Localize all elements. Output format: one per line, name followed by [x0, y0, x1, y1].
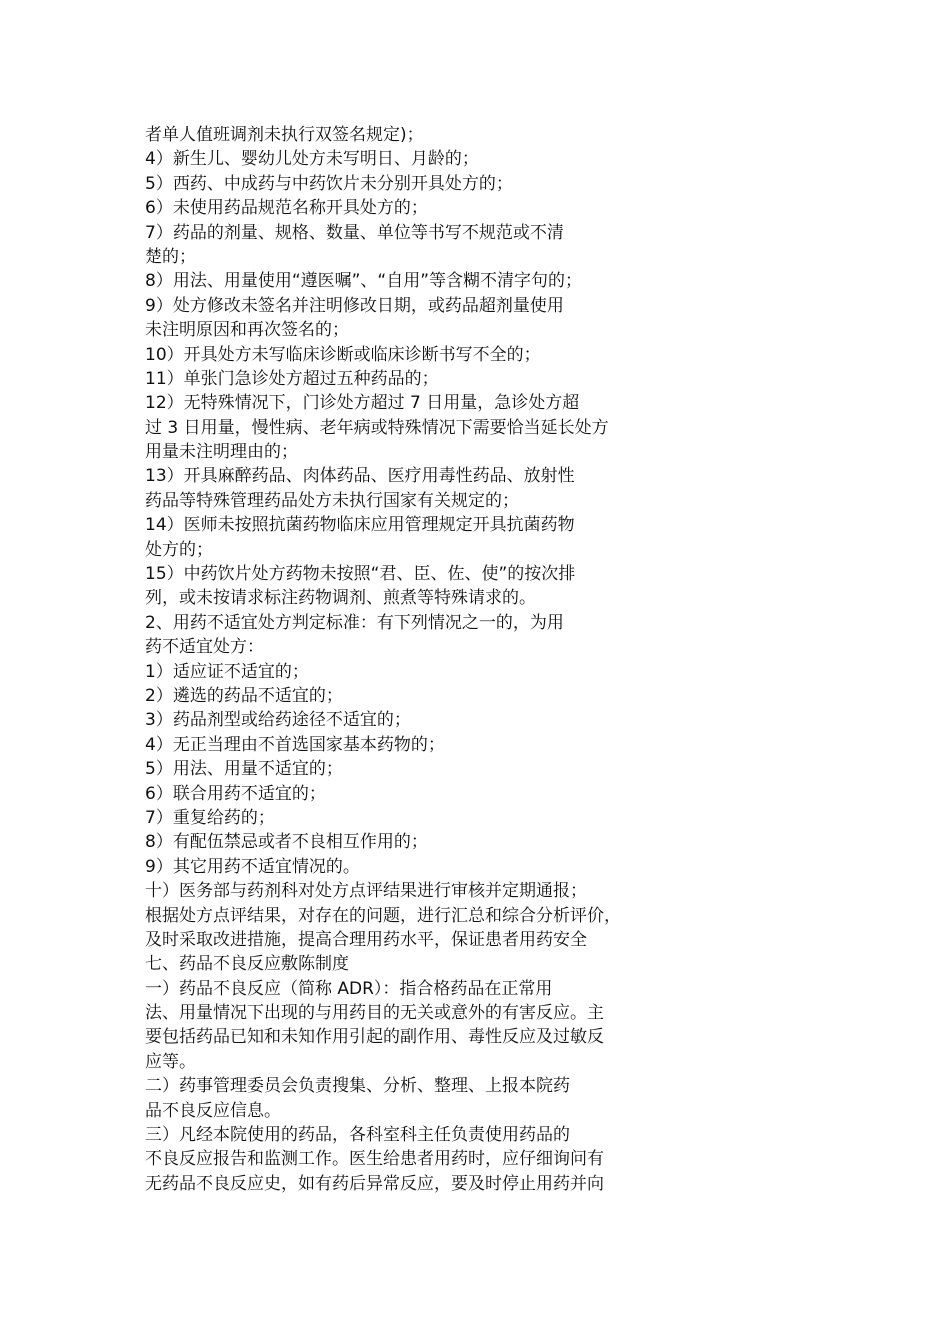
- text-line: 处方的；: [145, 539, 213, 560]
- text-line: 15）中药饮片处方药物未按照“君、臣、佐、使”的按次排: [145, 564, 576, 585]
- text-line: 3）药品剂型或给药途径不适宜的；: [145, 710, 411, 731]
- text-line: 10）开具处方未写临床诊断或临床诊断书写不全的；: [145, 344, 541, 365]
- text-line: 14）医师未按照抗菌药物临床应用管理规定开具抗菌药物: [145, 515, 575, 536]
- text-line: 药品等特殊管理药品处方未执行国家有关规定的；: [145, 490, 519, 511]
- text-line: 4）新生儿、婴幼儿处方未写明日、月龄的；: [145, 149, 479, 170]
- text-line: 十）医务部与药剂科对处方点评结果进行审核并定期通报；: [145, 881, 587, 902]
- text-line: 药不适宜处方：: [145, 637, 264, 658]
- text-line: 8）有配伍禁忌或者不良相互作用的；: [145, 832, 428, 853]
- text-line: 七、药品不良反应敷陈制度: [145, 954, 349, 975]
- text-line: 者单人值班调剂未执行双签名规定)；: [145, 125, 424, 145]
- text-line: 过 3 日用量，慢性病、老年病或特殊情况下需要恰当延长处方: [145, 417, 609, 438]
- text-line: 9）处方修改未签名并注明修改日期，或药品超剂量使用: [145, 295, 564, 316]
- text-line: 用量未注明理由的；: [145, 442, 298, 463]
- text-line: 5）西药、中成药与中药饮片未分别开具处方的；: [145, 173, 513, 194]
- text-line: 二）药事管理委员会负责搜集、分析、整理、上报本院药: [145, 1076, 570, 1097]
- text-line: 应等。: [145, 1051, 196, 1072]
- text-line: 6）联合用药不适宜的；: [145, 783, 326, 804]
- text-line: 三）凡经本院使用的药品，各科室科主任负责使用药品的: [145, 1125, 570, 1146]
- text-line: 12）无特殊情况下，门诊处方超过 7 日用量，急诊处方超: [145, 393, 580, 414]
- text-line: 13）开具麻醉药品、肉体药品、医疗用毒性药品、放射性: [145, 466, 575, 487]
- text-line: 5）用法、用量不适宜的；: [145, 759, 343, 780]
- text-line: 列，或未按请求标注药物调剂、煎煮等特殊请求的。: [145, 588, 536, 609]
- document-body: [145, 123, 705, 1196]
- text-line: 一）药品不良反应（简称 ADR）：指合格药品在正常用: [145, 978, 553, 999]
- text-line: 法、用量情况下出现的与用药目的无关或意外的有害反应。主: [145, 1003, 604, 1024]
- text-line: 不良反应报告和监测工作。医生给患者用药时，应仔细询问有: [145, 1149, 604, 1170]
- text-line: 1）适应证不适宜的；: [145, 661, 309, 682]
- text-line: 6）未使用药品规范名称开具处方的；: [145, 198, 428, 219]
- text-line: 11）单张门急诊处方超过五种药品的；: [145, 368, 439, 389]
- text-line: 9）其它用药不适宜情况的。: [145, 856, 360, 877]
- text-line: 7）重复给药的；: [145, 807, 275, 828]
- text-line: 无药品不良反应史，如有药后异常反应，要及时停止用药并向: [145, 1173, 604, 1194]
- text-line: 8）用法、用量使用“遵医嘱”、“自用”等含糊不清字句的；: [145, 271, 583, 292]
- text-line: 2、用药不适宜处方判定标准：有下列情况之一的，为用: [145, 612, 564, 633]
- text-line: 7）药品的剂量、规格、数量、单位等书写不规范或不清: [145, 222, 564, 243]
- text-line: 根据处方点评结果，对存在的问题，进行汇总和综合分析评价，: [145, 905, 621, 926]
- text-line: 未注明原因和再次签名的；: [145, 320, 349, 341]
- text-line: 楚的；: [145, 246, 196, 267]
- text-line: 及时采取改进措施，提高合理用药水平，保证患者用药安全: [145, 929, 587, 950]
- text-line: 2）遴选的药品不适宜的；: [145, 685, 343, 706]
- text-line: 品不良反应信息。: [145, 1100, 281, 1121]
- text-line: 要包括药品已知和未知作用引起的副作用、毒性反应及过敏反: [145, 1027, 604, 1048]
- text-line: 4）无正当理由不首选国家基本药物的；: [145, 734, 445, 755]
